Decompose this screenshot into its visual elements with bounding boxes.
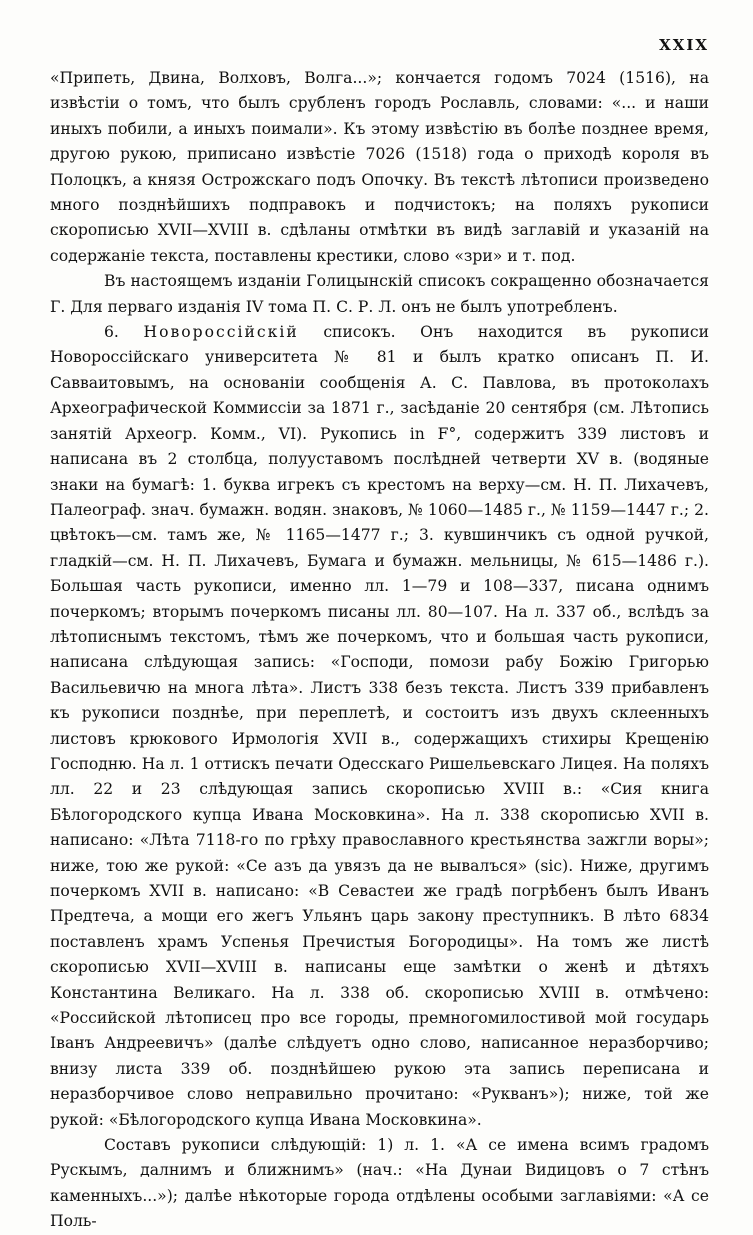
page-number: XXIX — [659, 36, 709, 54]
paragraph-1: «Припеть, Двина, Волховъ, Волга...»; кончается годомъ 7024 (1516), на извѣстіи о томъ, что былъ срубленъ городъ Рославль, словами: «... и наши иныхъ побили, а иныхъ поимали». Къ этому извѣстію въ болѣе позднее время, другою рукою, приписано извѣстіе 7026 (1518) года о приходѣ короля въ Полоцкъ, а князя Острожскаго подъ Опочку. Въ текстѣ лѣтописи произведено много позднѣйшихъ подправокъ и подчистокъ; на поляхъ рукописи скорописью XVII—XVIII в. сдѣланы отмѣтки въ видѣ заглавій и указаній на содержаніе текста, поставлены крестики, слово «зри» и т. под. — [50, 69, 709, 265]
section-number: 6. — [104, 323, 119, 342]
section-title: Новороссійскій — [143, 323, 299, 342]
paragraph-4: Составъ рукописи слѣдующій: 1) л. 1. «А се имена всимъ градомъ Рускымъ, далнимъ и ближнимъ» (нач.: «На Дунаи Видицовъ о 7 стѣнъ каменныхъ...»); далѣе нѣкоторые города отдѣлены особыми заглавіями: «А се Поль- — [50, 1136, 709, 1231]
paragraph-3 — [50, 320, 709, 1133]
paragraph-3-body: списокъ. Онъ находится въ рукописи Новороссійскаго университета № 81 и былъ кратко описанъ П. И. Савваитовымъ, на основаніи сообщенія А. С. Павлова, въ протоколахъ Археографической Коммиссіи за 1871 г., засѣданіе 20 сентября (см. Лѣтопись занятій Археогр. Комм., VI). Рукопись in F°, содержитъ 339 листовъ и написана въ 2 столбца, полууставомъ послѣдней четверти XV в. (водяные знаки на бумагѣ: 1. буква игрекъ съ крестомъ на верху—см. Н. П. Лихачевъ, Палеограф. знач. бумажн. водян. знаковъ, № 1060—1485 г., № 1159—1447 г.; 2. цвѣтокъ—см. тамъ же, № 1165—1477 г.; 3. кувшинчикъ съ одной ручкой, гладкій—см. Н. П. Лихачевъ, Бумага и бумажн. мельницы, № 615—1486 г.). Большая часть рукописи, именно лл. 1—79 и 108—337, писана однимъ почеркомъ; вторымъ почеркомъ писаны лл. 80—107. На л. 337 об., вслѣдъ за лѣтописнымъ текстомъ, тѣмъ же почеркомъ, что и большая часть рукописи, написана слѣдующая запись: «Господи, помози рабу Божію Григорью Васильевичю на многа лѣта». Листъ 338 безъ текста. Листъ 339 прибавленъ къ рукописи позднѣе, при переплетѣ, и состоитъ изъ двухъ склеенныхъ листовъ крюкового Ирмологія XVII в., содержащихъ стихиры Крещенію Господню. На л. 1 оттискъ печати Одесскаго Ришельевскаго Лицея. На поляхъ лл. 22 и 23 слѣдующая запись скорописью XVIII в.: «Сия книга Бѣлогородского купца Ивана Московкина». На л. 338 скорописью XVII в. написано: «Лѣта 7118-го по грѣху православного крестьянства зажгли воры»; ниже, тою же рукой: «Се азъ да увязъ да не вывалъся» (sic). Ниже, другимъ почеркомъ XVII в. написано: «В Севастеи же градѣ погрѣбенъ былъ Иванъ Предтеча, а мощи его жегъ Ульянъ царь закону преступникъ. В лѣто 6834 поставленъ храмъ Успенья Пречистыя Богородицы». На томъ же листѣ скорописью XVII—XVIII в. написаны еще замѣтки о женѣ и дѣтяхъ Константина Великаго. На л. 338 об. скорописью XVIII в. отмѣчено: «Российской лѣтописец про все городы, премногомилостивой мой государь Іванъ Андреевичъ» (далѣе слѣдуетъ одно слово, написанное неразборчиво; внизу листа 339 об. позднѣйшею рукою эта запись переписана и неразборчивое слово неправильно прочитано: «Рукванъ»); ниже, той же рукой: «Бѣлогородского купца Ивана Московкина». — [50, 323, 709, 1129]
paragraph-2: Въ настоящемъ изданіи Голицынскій списокъ сокращенно обозначается Г. Для перваго изданія IV тома П. С. Р. Л. онъ не былъ употребленъ. — [50, 272, 709, 316]
